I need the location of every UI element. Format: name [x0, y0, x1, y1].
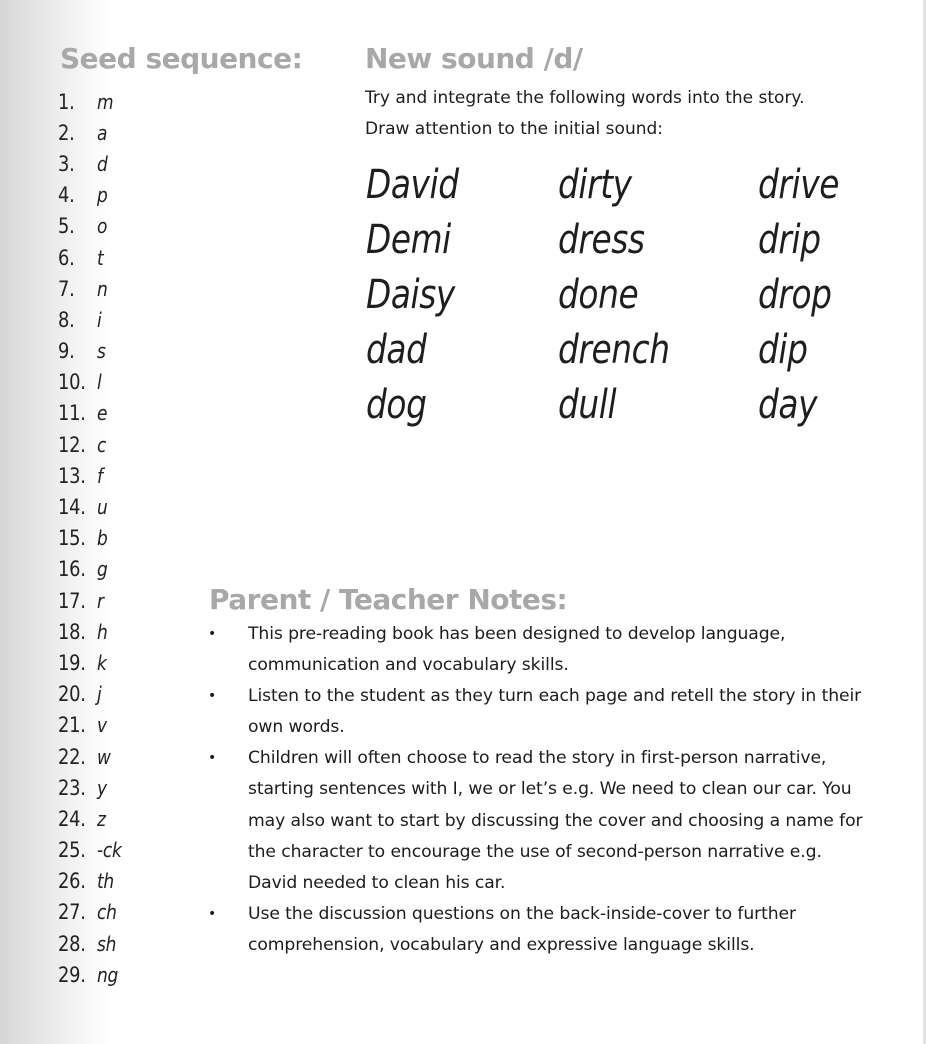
seed-item — [58, 429, 126, 460]
seed-number: 25. — [58, 838, 86, 863]
bullet-icon: • — [208, 905, 217, 922]
bullet-icon: • — [208, 688, 217, 705]
seed-number: 23. — [58, 775, 86, 800]
practice-word: dip — [758, 327, 808, 373]
seed-sound: f — [97, 463, 103, 488]
practice-word: dress — [558, 217, 645, 263]
practice-word: dog — [366, 382, 427, 428]
seed-sound: n — [97, 276, 108, 301]
practice-word: dull — [558, 382, 617, 428]
seed-item — [58, 959, 126, 990]
note-text: Use the discussion questions on the back-inside-cover to further comprehension, vocabulary and expressive language skills. — [248, 903, 796, 955]
word-column — [558, 158, 694, 433]
seed-sound: y — [97, 775, 107, 800]
seed-number: 5. — [58, 214, 75, 239]
seed-number: 14. — [58, 495, 86, 520]
seed-number: 2. — [58, 120, 75, 145]
seed-number: 12. — [58, 432, 86, 457]
note-text: Children will often choose to read the story in first-person narrative, starting sentences with I, we or let’s e.g. We need to clean our car. You may also want to start by discussing the cover and choosing a name for the character to encourage the use of second-person narrative e.g. David needed to clean his car. — [248, 748, 863, 893]
seed-item — [58, 647, 126, 678]
seed-number: 1. — [58, 89, 75, 114]
note-text: This pre-reading book has been designed to develop language, communication and vocabulary skills. — [248, 624, 786, 676]
seed-sound: ch — [97, 900, 117, 925]
practice-word: David — [366, 162, 459, 208]
seed-item — [58, 772, 126, 803]
seed-item — [58, 741, 126, 772]
word-column — [758, 158, 857, 433]
seed-number: 3. — [58, 151, 75, 176]
seed-sound: z — [97, 806, 106, 831]
seed-sound: a — [97, 120, 108, 145]
seed-item — [58, 242, 126, 273]
instruction-line: Draw attention to the initial sound: — [365, 119, 664, 139]
seed-sound: t — [97, 245, 104, 270]
seed-number: 21. — [58, 713, 86, 738]
seed-item — [58, 180, 126, 211]
seed-number: 16. — [58, 557, 86, 582]
seed-item — [58, 554, 126, 585]
seed-number: 27. — [58, 900, 86, 925]
notes-list — [205, 619, 870, 961]
seed-sound: h — [97, 619, 108, 644]
seed-item — [58, 803, 126, 834]
seed-sound: w — [97, 744, 111, 769]
seed-item — [58, 398, 126, 429]
seed-sound: d — [97, 151, 108, 176]
seed-number: 7. — [58, 276, 75, 301]
seed-sound: m — [97, 89, 114, 114]
practice-word: drive — [758, 162, 839, 208]
seed-item — [58, 616, 126, 647]
notes-heading: Parent / Teacher Notes: — [209, 583, 568, 616]
note-item — [205, 743, 870, 898]
instruction-line: Try and integrate the following words into the story. — [365, 88, 805, 108]
seed-sound: th — [97, 869, 114, 894]
seed-item — [58, 211, 126, 242]
practice-word: drip — [758, 217, 821, 263]
seed-number: 26. — [58, 869, 86, 894]
practice-word: dirty — [558, 162, 632, 208]
seed-number: 8. — [58, 307, 75, 332]
seed-number: 22. — [58, 744, 86, 769]
seed-sound: j — [97, 682, 102, 707]
instructions — [365, 83, 804, 145]
seed-item — [58, 460, 126, 491]
practice-word: drench — [558, 327, 670, 373]
seed-number: 15. — [58, 526, 86, 551]
seed-item — [58, 523, 126, 554]
seed-number: 10. — [58, 370, 86, 395]
seed-sound: ng — [97, 962, 119, 987]
practice-word: Demi — [366, 217, 451, 263]
seed-sound: s — [97, 339, 106, 364]
seed-item — [58, 897, 126, 928]
seed-sound: e — [97, 401, 108, 426]
seed-item — [58, 710, 126, 741]
seed-sound: u — [97, 495, 108, 520]
seed-sound: sh — [97, 931, 117, 956]
practice-word: drop — [758, 272, 832, 318]
seed-sound: b — [97, 526, 108, 551]
note-item — [205, 619, 870, 681]
seed-item — [58, 148, 126, 179]
seed-number: 24. — [58, 806, 86, 831]
seed-item — [58, 86, 126, 117]
seed-item — [58, 336, 126, 367]
bullet-icon: • — [208, 750, 217, 767]
seed-item — [58, 491, 126, 522]
seed-number: 19. — [58, 650, 86, 675]
seed-sound: l — [97, 370, 102, 395]
seed-item — [58, 304, 126, 335]
practice-word: done — [558, 272, 639, 318]
seed-number: 6. — [58, 245, 75, 270]
seed-item — [58, 273, 126, 304]
seed-sound: r — [97, 588, 104, 613]
seed-sound: i — [97, 307, 102, 332]
seed-sequence-list — [58, 86, 126, 990]
seed-item — [58, 679, 126, 710]
seed-sound: -ck — [97, 838, 122, 863]
seed-number: 18. — [58, 619, 86, 644]
seed-item — [58, 866, 126, 897]
seed-number: 13. — [58, 463, 86, 488]
practice-word: day — [758, 382, 818, 428]
seed-number: 28. — [58, 931, 86, 956]
note-item — [205, 681, 870, 743]
seed-item — [58, 835, 126, 866]
seed-sound: p — [97, 183, 108, 208]
seed-sound: c — [97, 432, 107, 457]
seed-sound: v — [97, 713, 107, 738]
seed-sound: g — [97, 557, 108, 582]
seed-item — [58, 928, 126, 959]
practice-word: dad — [366, 327, 427, 373]
practice-word: Daisy — [366, 272, 455, 318]
seed-number: 17. — [58, 588, 86, 613]
bullet-icon: • — [208, 626, 217, 642]
seed-number: 11. — [58, 401, 86, 426]
seed-sequence-heading: Seed sequence: — [60, 42, 303, 75]
note-text: Listen to the student as they turn each page and retell the story in their own words. — [248, 686, 862, 738]
seed-number: 9. — [58, 339, 75, 364]
word-column — [366, 158, 479, 433]
note-item — [205, 899, 870, 961]
new-sound-heading: New sound /d/ — [365, 42, 583, 75]
seed-sound: k — [97, 650, 107, 675]
seed-sound: o — [97, 214, 108, 239]
seed-item — [58, 367, 126, 398]
seed-number: 29. — [58, 962, 86, 987]
seed-item — [58, 117, 126, 148]
seed-item — [58, 585, 126, 616]
seed-number: 20. — [58, 682, 86, 707]
seed-number: 4. — [58, 183, 75, 208]
